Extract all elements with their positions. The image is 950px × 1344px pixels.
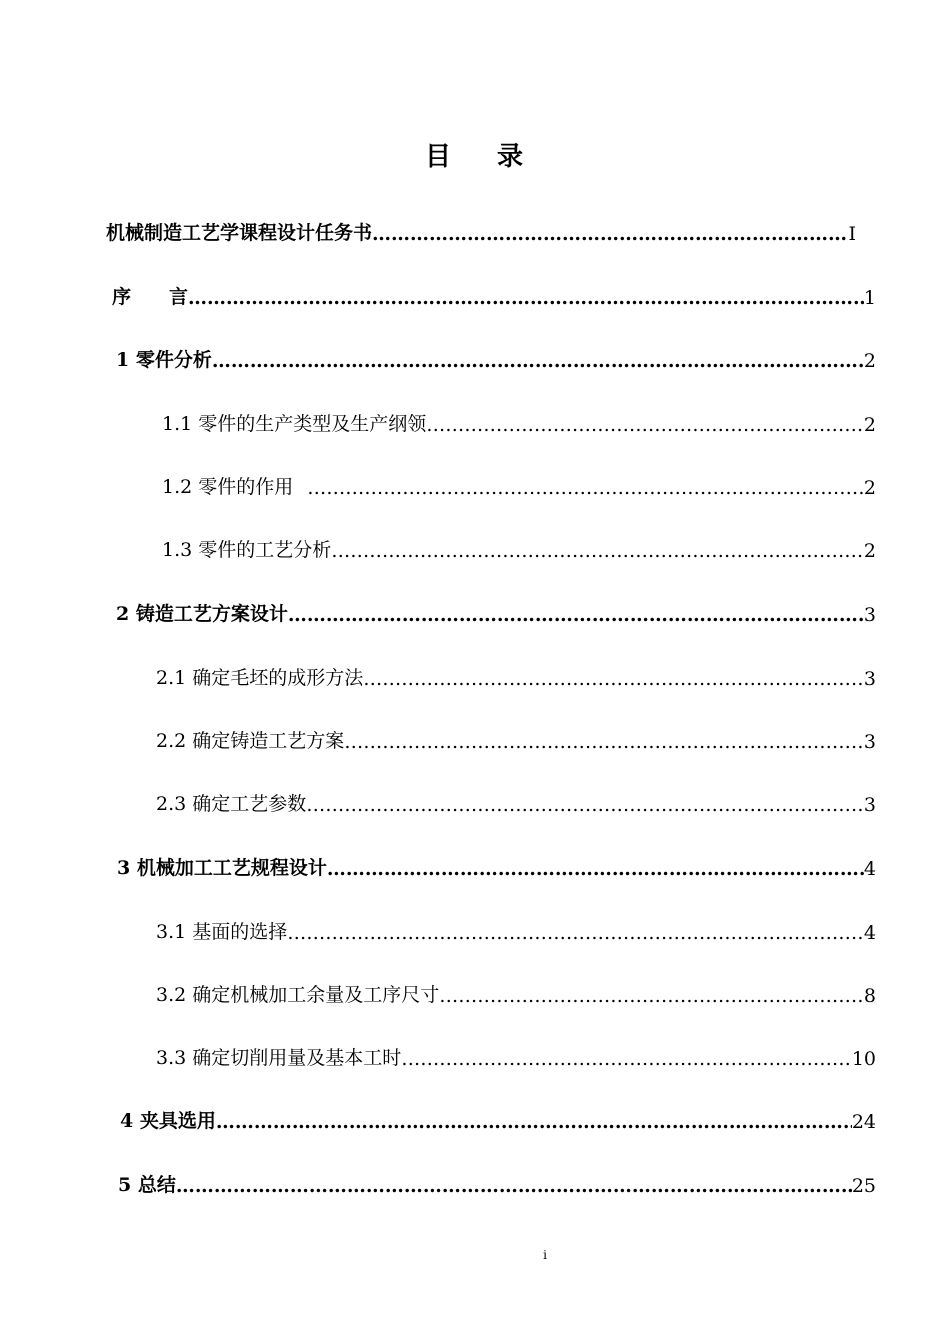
toc-leader-dots — [439, 985, 864, 1007]
toc-leader-dots — [216, 1111, 852, 1133]
toc-entry-page: 4 — [863, 922, 876, 944]
toc-entry-page: 2 — [863, 414, 876, 436]
toc-entry-3-3[interactable] — [156, 1040, 876, 1070]
toc-entry-1-2[interactable] — [162, 469, 876, 499]
toc-entry-label — [112, 282, 188, 309]
toc-entry-5[interactable] — [118, 1167, 876, 1197]
page-title-part-2: 录 — [497, 142, 526, 172]
toc-leader-dots — [287, 922, 864, 944]
toc-leader-dots — [288, 604, 864, 626]
page-title-part-1: 目 — [424, 142, 453, 172]
page-number: i — [543, 1248, 547, 1262]
toc-entry-label-part-2: 言 — [169, 286, 189, 308]
toc-entry-1-3[interactable] — [162, 532, 876, 562]
toc-entry-2-2[interactable] — [156, 723, 876, 753]
toc-entry-page: 8 — [863, 985, 876, 1007]
toc-entry-label: 1.1 零件的生产类型及生产纲领 — [162, 413, 427, 435]
toc-entry-label: 机械制造工艺学课程设计任务书 — [106, 222, 373, 244]
toc-entry-page: 2 — [863, 350, 876, 372]
toc-leader-dots — [212, 350, 864, 372]
toc-leader-dots — [344, 731, 864, 753]
toc-entry-page: 3 — [863, 794, 876, 816]
toc-entry-preface[interactable] — [112, 279, 876, 309]
toc-entry-label: 5 总结 — [118, 1174, 176, 1196]
toc-entry-label: 2.2 确定铸造工艺方案 — [156, 730, 345, 752]
toc-entry-label: 2.1 确定毛坯的成形方法 — [156, 667, 364, 689]
toc-leader-dots — [372, 223, 848, 245]
toc-entry-label-part-1: 序 — [112, 286, 132, 308]
toc-entry-page: 2 — [863, 477, 876, 499]
toc-leader-dots — [331, 540, 864, 562]
toc-leader-dots — [327, 858, 864, 880]
toc-entry-2[interactable] — [116, 596, 876, 626]
toc-leader-dots — [426, 414, 864, 436]
toc-entry-1[interactable] — [116, 342, 876, 372]
toc-entry-label: 3.1 基面的选择 — [156, 921, 288, 943]
toc-entry-2-1[interactable] — [156, 660, 876, 690]
toc-entry-label: 2.3 确定工艺参数 — [156, 793, 307, 815]
toc-entry-label: 3 机械加工工艺规程设计 — [117, 857, 327, 879]
toc-entry-page: 3 — [863, 731, 876, 753]
toc-entry-page: 2 — [863, 540, 876, 562]
toc-entry-page: 1 — [863, 287, 876, 309]
toc-entry-page: 24 — [851, 1111, 876, 1133]
toc-entry-page: I — [848, 223, 856, 245]
page-title — [0, 136, 950, 173]
toc-leader-dots — [188, 287, 864, 309]
toc-entry-3-1[interactable] — [156, 914, 876, 944]
toc-entry-3-2[interactable] — [156, 977, 876, 1007]
toc-entry-1-1[interactable] — [162, 406, 876, 436]
toc-leader-dots — [401, 1048, 852, 1070]
toc-entry-page: 3 — [863, 668, 876, 690]
toc-entry-page: 25 — [851, 1175, 876, 1197]
toc-entry-2-3[interactable] — [156, 786, 876, 816]
toc-leader-dots — [363, 668, 864, 690]
toc-leader-dots — [307, 477, 864, 499]
toc-entry-page: 3 — [863, 604, 876, 626]
toc-entry-label: 1 零件分析 — [116, 349, 212, 371]
toc-entry-label: 4 夹具选用 — [120, 1110, 216, 1132]
toc-entry-label: 3.3 确定切削用量及基本工时 — [156, 1047, 402, 1069]
toc-entry-3[interactable] — [117, 850, 876, 880]
toc-entry-page: 10 — [851, 1048, 876, 1070]
toc-leader-dots — [306, 794, 864, 816]
toc-leader-dots — [176, 1175, 852, 1197]
toc-entry-label: 3.2 确定机械加工余量及工序尺寸 — [156, 984, 440, 1006]
toc-entry-task-book[interactable] — [106, 215, 856, 245]
toc-entry-4[interactable] — [120, 1103, 876, 1133]
toc-entry-page: 4 — [863, 858, 876, 880]
toc-entry-label: 2 铸造工艺方案设计 — [116, 603, 288, 625]
toc-entry-label: 1.3 零件的工艺分析 — [162, 539, 332, 561]
toc-entry-label: 1.2 零件的作用 — [162, 476, 294, 498]
